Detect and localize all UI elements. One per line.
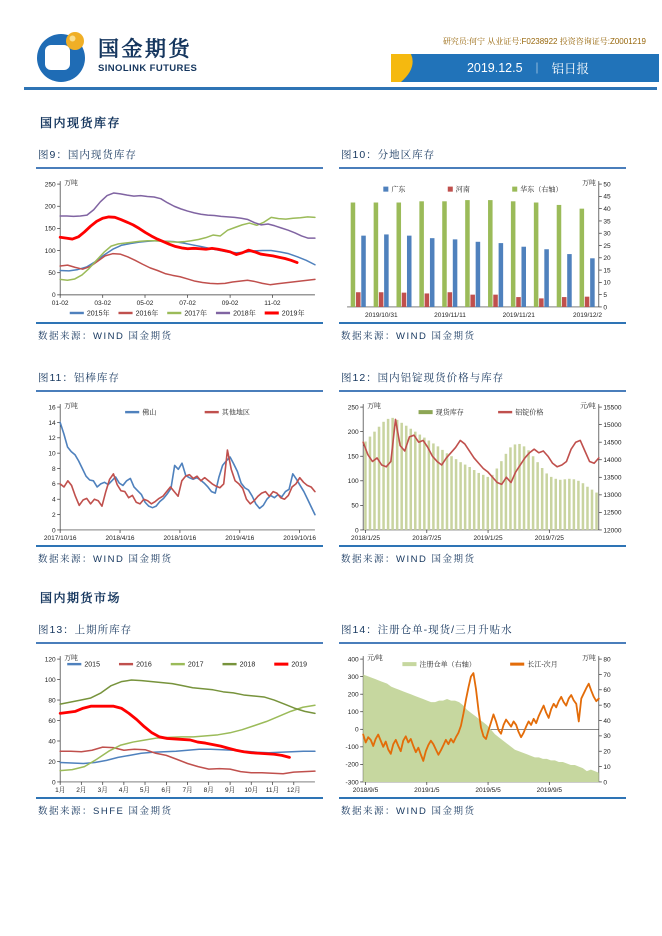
- banner-crescent-icon: [391, 54, 415, 82]
- logo-company-name-en: SINOLINK FUTURES: [98, 63, 198, 75]
- data-source-fig9: 数据来源：WIND 国金期货: [38, 331, 173, 343]
- svg-text:10月: 10月: [244, 786, 259, 794]
- svg-text:150: 150: [347, 453, 359, 461]
- svg-text:20: 20: [48, 758, 56, 766]
- chart-canvas-fig10: [339, 171, 626, 322]
- data-source-fig11: 数据来源：WIND 国金期货: [38, 554, 173, 566]
- chart-grid-spot: [36, 145, 626, 565]
- svg-text:2: 2: [52, 511, 56, 519]
- svg-text:2019/11/21: 2019/11/21: [502, 311, 535, 319]
- svg-text:03-02: 03-02: [94, 299, 112, 307]
- svg-text:2017/10/16: 2017/10/16: [43, 534, 77, 542]
- svg-text:-200: -200: [345, 761, 359, 769]
- section-title-futures-market: 国内期货市场: [40, 591, 122, 606]
- chart-canvas-fig9: [36, 171, 323, 322]
- svg-text:14000: 14000: [603, 456, 622, 464]
- chart-title-fig13: 图13：上期所库存: [38, 624, 133, 637]
- sinolink-logo-icon: [36, 28, 90, 84]
- chart-canvas-fig12: [339, 394, 626, 545]
- title-divider: [339, 167, 626, 169]
- svg-text:1月: 1月: [55, 786, 66, 794]
- svg-text:14500: 14500: [603, 439, 622, 447]
- svg-text:5: 5: [603, 291, 607, 299]
- svg-text:05-02: 05-02: [136, 299, 154, 307]
- svg-text:2018/7/25: 2018/7/25: [412, 534, 442, 542]
- svg-text:13000: 13000: [603, 491, 622, 499]
- svg-text:2019/9/5: 2019/9/5: [536, 786, 563, 794]
- data-source-fig13: 数据来源：SHFE 国金期货: [38, 806, 173, 818]
- svg-text:8: 8: [52, 465, 56, 473]
- chart-card-fig12: [339, 368, 626, 565]
- svg-text:0: 0: [355, 726, 359, 734]
- chart-title-fig12: 图12：国内铝锭现货价格与库存: [341, 372, 505, 385]
- svg-text:01-02: 01-02: [51, 299, 69, 307]
- svg-text:300: 300: [347, 673, 359, 681]
- svg-text:2016年: 2016年: [135, 310, 159, 318]
- chart-canvas-fig13: [36, 646, 323, 797]
- svg-text:2018/9/5: 2018/9/5: [352, 786, 379, 794]
- svg-text:120: 120: [44, 656, 56, 664]
- svg-text:2019/7/25: 2019/7/25: [534, 534, 564, 542]
- svg-text:70: 70: [603, 671, 611, 679]
- svg-text:2015年: 2015年: [86, 310, 110, 318]
- title-divider: [36, 390, 323, 392]
- svg-text:400: 400: [347, 656, 359, 664]
- chart-card-fig13: [36, 620, 323, 817]
- svg-text:20: 20: [603, 748, 611, 756]
- svg-text:200: 200: [347, 691, 359, 699]
- svg-text:元/吨: 元/吨: [367, 654, 383, 662]
- svg-text:0: 0: [52, 526, 56, 534]
- svg-text:2017年: 2017年: [184, 310, 208, 318]
- svg-text:12500: 12500: [603, 509, 622, 517]
- svg-text:100: 100: [44, 247, 56, 255]
- svg-text:元/吨: 元/吨: [580, 402, 596, 410]
- svg-text:12: 12: [48, 434, 56, 442]
- svg-text:河南: 河南: [455, 186, 470, 194]
- chart-canvas-fig14: [339, 646, 626, 797]
- svg-text:50: 50: [603, 702, 611, 710]
- svg-text:12月: 12月: [286, 786, 301, 794]
- logo-company-name: 国金期货: [98, 37, 192, 61]
- svg-text:16: 16: [48, 403, 56, 411]
- svg-text:80: 80: [603, 656, 611, 664]
- svg-text:250: 250: [347, 403, 359, 411]
- svg-text:15: 15: [603, 266, 611, 274]
- svg-text:50: 50: [351, 502, 359, 510]
- chart-card-fig11: [36, 368, 323, 565]
- svg-text:10: 10: [603, 763, 611, 771]
- chart-card-fig14: [339, 620, 626, 817]
- chart-title-fig10: 图10：分地区库存: [341, 149, 436, 161]
- svg-text:150: 150: [44, 225, 56, 233]
- chart-title-fig9: 图9：国内现货库存: [38, 149, 137, 161]
- svg-text:8月: 8月: [203, 786, 214, 794]
- report-header: [0, 0, 662, 84]
- svg-text:100: 100: [347, 477, 359, 485]
- svg-text:华东（右轴）: 华东（右轴）: [520, 186, 563, 194]
- svg-text:现货库存: 现货库存: [435, 409, 464, 417]
- svg-text:9月: 9月: [225, 786, 236, 794]
- svg-text:2017: 2017: [187, 661, 204, 669]
- svg-text:07-02: 07-02: [179, 299, 196, 307]
- svg-text:2019/5/5: 2019/5/5: [475, 786, 501, 794]
- svg-text:其他地区: 其他地区: [221, 409, 250, 417]
- svg-text:-100: -100: [345, 743, 359, 751]
- svg-text:2018/1/25: 2018/1/25: [350, 534, 381, 542]
- svg-text:2019/10/16: 2019/10/16: [283, 534, 317, 542]
- svg-text:12000: 12000: [603, 526, 622, 534]
- chart-card-fig10: [339, 145, 626, 342]
- svg-text:45: 45: [603, 193, 611, 201]
- svg-text:35: 35: [603, 217, 611, 225]
- logo: [36, 28, 197, 84]
- svg-text:2019/4/16: 2019/4/16: [225, 534, 255, 542]
- report-date: 2019.12.5: [466, 61, 523, 75]
- svg-text:100: 100: [44, 676, 56, 684]
- report-banner: [397, 54, 659, 82]
- svg-text:250: 250: [44, 180, 56, 188]
- svg-text:2019/10/31: 2019/10/31: [364, 311, 398, 319]
- svg-text:30: 30: [603, 732, 611, 740]
- data-source-fig12: 数据来源：WIND 国金期货: [341, 554, 476, 566]
- svg-text:4: 4: [52, 496, 56, 504]
- svg-text:60: 60: [48, 717, 56, 725]
- svg-text:2019: 2019: [291, 661, 308, 669]
- svg-text:万吨: 万吨: [64, 654, 78, 662]
- svg-text:200: 200: [347, 428, 359, 436]
- svg-text:注册仓单（右轴）: 注册仓单（右轴）: [419, 661, 476, 669]
- svg-text:万吨: 万吨: [582, 654, 596, 662]
- chart-title-fig14: 图14：注册仓单-现货/三月升贴水: [341, 624, 513, 637]
- svg-text:0: 0: [603, 303, 607, 311]
- svg-text:2018年: 2018年: [233, 310, 256, 318]
- header-divider: [24, 87, 657, 90]
- svg-text:6: 6: [52, 480, 56, 488]
- svg-text:2018/10/16: 2018/10/16: [163, 534, 197, 542]
- svg-text:佛山: 佛山: [142, 409, 157, 417]
- svg-text:80: 80: [48, 696, 56, 704]
- svg-text:广东: 广东: [391, 186, 406, 194]
- svg-text:20: 20: [603, 254, 611, 262]
- svg-text:万吨: 万吨: [64, 402, 78, 410]
- svg-text:6月: 6月: [161, 786, 172, 794]
- svg-text:万吨: 万吨: [64, 179, 78, 187]
- banner-separator: ｜: [531, 63, 543, 75]
- svg-text:2016: 2016: [136, 661, 152, 669]
- svg-text:2019/1/5: 2019/1/5: [414, 786, 440, 794]
- svg-text:11-02: 11-02: [264, 299, 281, 307]
- chart-card-fig9: [36, 145, 323, 342]
- svg-text:万吨: 万吨: [582, 179, 596, 187]
- svg-text:2019年: 2019年: [281, 310, 305, 318]
- logo-text: [98, 38, 197, 74]
- svg-text:2月: 2月: [76, 786, 87, 794]
- svg-text:2015: 2015: [84, 661, 100, 669]
- svg-text:2018: 2018: [239, 661, 256, 669]
- svg-text:13500: 13500: [603, 474, 622, 482]
- svg-text:万吨: 万吨: [367, 402, 381, 410]
- svg-text:60: 60: [603, 686, 611, 694]
- svg-text:7月: 7月: [182, 786, 193, 794]
- svg-text:40: 40: [48, 737, 56, 745]
- report-title: 铝日报: [551, 62, 590, 76]
- svg-text:0: 0: [355, 526, 359, 534]
- svg-text:40: 40: [603, 717, 611, 725]
- title-divider: [339, 390, 626, 392]
- svg-text:-300: -300: [345, 778, 359, 786]
- svg-text:0: 0: [603, 778, 607, 786]
- chart-canvas-fig11: [36, 394, 323, 545]
- svg-text:100: 100: [347, 708, 359, 716]
- svg-text:30: 30: [603, 230, 611, 238]
- svg-text:2019/11/11: 2019/11/11: [434, 311, 466, 319]
- svg-text:0: 0: [52, 291, 56, 299]
- chart-title-fig11: 图11：铝棒库存: [38, 372, 120, 385]
- svg-text:2019/12/2: 2019/12/2: [572, 311, 603, 319]
- svg-text:3月: 3月: [97, 786, 108, 794]
- data-source-fig14: 数据来源：WIND 国金期货: [341, 806, 476, 818]
- svg-text:40: 40: [603, 205, 611, 213]
- svg-text:25: 25: [603, 242, 611, 250]
- svg-text:10: 10: [48, 450, 56, 458]
- header-right: [397, 28, 662, 82]
- researcher-credentials: 研究员:何宁 从业证号:F0238922 投资咨询证号:Z0001219: [442, 37, 646, 46]
- svg-text:10: 10: [603, 279, 611, 287]
- title-divider: [36, 167, 323, 169]
- title-divider: [36, 642, 323, 644]
- svg-text:11月: 11月: [265, 786, 280, 794]
- svg-text:50: 50: [603, 180, 611, 188]
- svg-text:2019/1/25: 2019/1/25: [473, 534, 503, 542]
- title-divider: [339, 642, 626, 644]
- svg-text:0: 0: [52, 778, 56, 786]
- svg-text:15500: 15500: [603, 403, 622, 411]
- svg-text:09-02: 09-02: [221, 299, 239, 307]
- svg-text:长江-次月: 长江-次月: [527, 661, 558, 669]
- data-source-fig10: 数据来源：WIND 国金期货: [341, 331, 476, 343]
- svg-text:2018/4/16: 2018/4/16: [105, 534, 135, 542]
- svg-text:5月: 5月: [139, 786, 151, 794]
- svg-text:50: 50: [48, 269, 56, 277]
- chart-grid-futures: [36, 620, 626, 817]
- svg-text:铝锭价格: 铝锭价格: [515, 409, 544, 417]
- svg-text:4月: 4月: [118, 786, 129, 794]
- svg-text:200: 200: [44, 203, 56, 211]
- svg-text:14: 14: [48, 419, 56, 427]
- svg-text:15000: 15000: [603, 421, 622, 429]
- section-title-spot-inventory: 国内现货库存: [40, 116, 122, 130]
